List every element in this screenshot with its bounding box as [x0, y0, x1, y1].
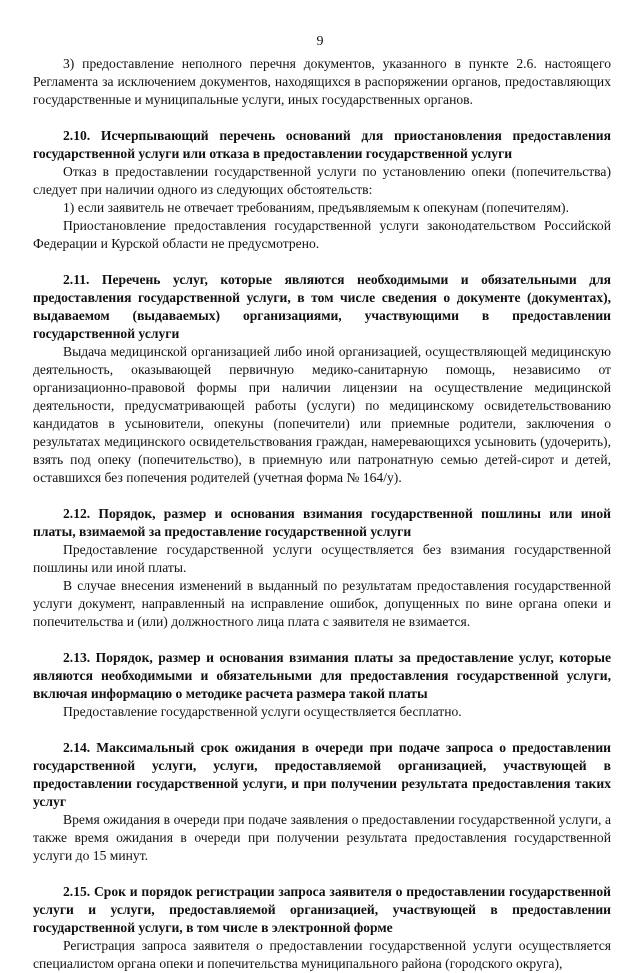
page-number: 9	[316, 34, 324, 49]
paragraph: Время ожидания в очереди при подаче заявления о предоставлении государственной услуги, а также время ожидания в очереди при получении результата предоставления государственной услуги до 15 минут.	[33, 812, 611, 863]
paragraph: В случае внесения изменений в выданный по результатам предоставления государственной услуги документ, направленный на исправление ошибок, допущенных по вине органа опеки и попечительства и (или) должностного лица плата с заявителя не взимается.	[33, 578, 611, 629]
section-heading-2-14: 2.14. Максимальный срок ожидания в очереди при подаче запроса о предоставлении государственной услуги, услуги, предоставляемой организацией, участвующей в предоставлении государственной услуги, и при получении результата предоставления таких услуг	[33, 740, 611, 809]
section-heading-2-13: 2.13. Порядок, размер и основания взимания платы за предоставление услуг, которые являются необходимыми и обязательными для предоставления государственной услуги, включая информацию о методике расчета размера такой платы	[33, 650, 611, 701]
paragraph: 1) если заявитель не отвечает требованиям, предъявляемым к опекунам (попечителям).	[63, 200, 569, 215]
section-heading-2-15: 2.15. Срок и порядок регистрации запроса заявителя о предоставлении государственной услуги и услуги, предоставляемой организацией, участвующей в предоставлении государственной услуги, в том числе в электронной форме	[33, 884, 611, 935]
document-body	[33, 55, 611, 973]
paragraph: Отказ в предоставлении государственной услуги по установлению опеки (попечительства) следует при наличии одного из следующих обстоятельств:	[33, 164, 611, 197]
paragraph: Предоставление государственной услуги осуществляется бесплатно.	[63, 704, 462, 719]
intro-paragraph: 3) предоставление неполного перечня документов, указанного в пункте 2.6. настоящего Регламента за исключением документов, находящихся в распоряжении органов, предоставляющих государственные и муниципальные услуги, иных государственных органов.	[33, 56, 611, 107]
section-heading-2-11: 2.11. Перечень услуг, которые являются необходимыми и обязательными для предоставления государственной услуги, в том числе сведения о документе (документах), выдаваемом (выдаваемых) организациями, участвующими в предоставлении государственной услуги	[33, 272, 611, 341]
paragraph: Регистрация запроса заявителя о предоставлении государственной услуги осуществляется специалистом органа опеки и попечительства муниципального района (городского округа),	[33, 938, 611, 971]
paragraph: Предоставление государственной услуги осуществляется без взимания государственной пошлины или иной платы.	[33, 542, 611, 575]
section-heading-2-10: 2.10. Исчерпывающий перечень оснований для приостановления предоставления государственной услуги или отказа в предоставлении государственной услуги	[33, 128, 611, 161]
paragraph: Приостановление предоставления государственной услуги законодательством Российской Федерации и Курской области не предусмотрено.	[33, 218, 611, 251]
section-heading-2-12: 2.12. Порядок, размер и основания взимания государственной пошлины или иной платы, взимаемой за предоставление государственной услуги	[33, 506, 611, 539]
paragraph: Выдача медицинской организацией либо иной организацией, осуществляющей медицинскую деятельность, оказывающей первичную медико-санитарную помощь, независимо от организационно-правовой формы при наличии лицензии на осуществление медицинской деятельности, предусматривающей работы (услуги) по медицинскому освидетельствованию кандидатов в усыновители, опекуны (попечители) или приемные родители, заключения о результатах медицинского освидетельствования граждан, намеревающихся усыновить (удочерить), взять под опеку (попечительство), в приемную или патронатную семью детей-сирот и детей, оставшихся без попечения родителей (учетная форма № 164/у).	[33, 344, 611, 485]
